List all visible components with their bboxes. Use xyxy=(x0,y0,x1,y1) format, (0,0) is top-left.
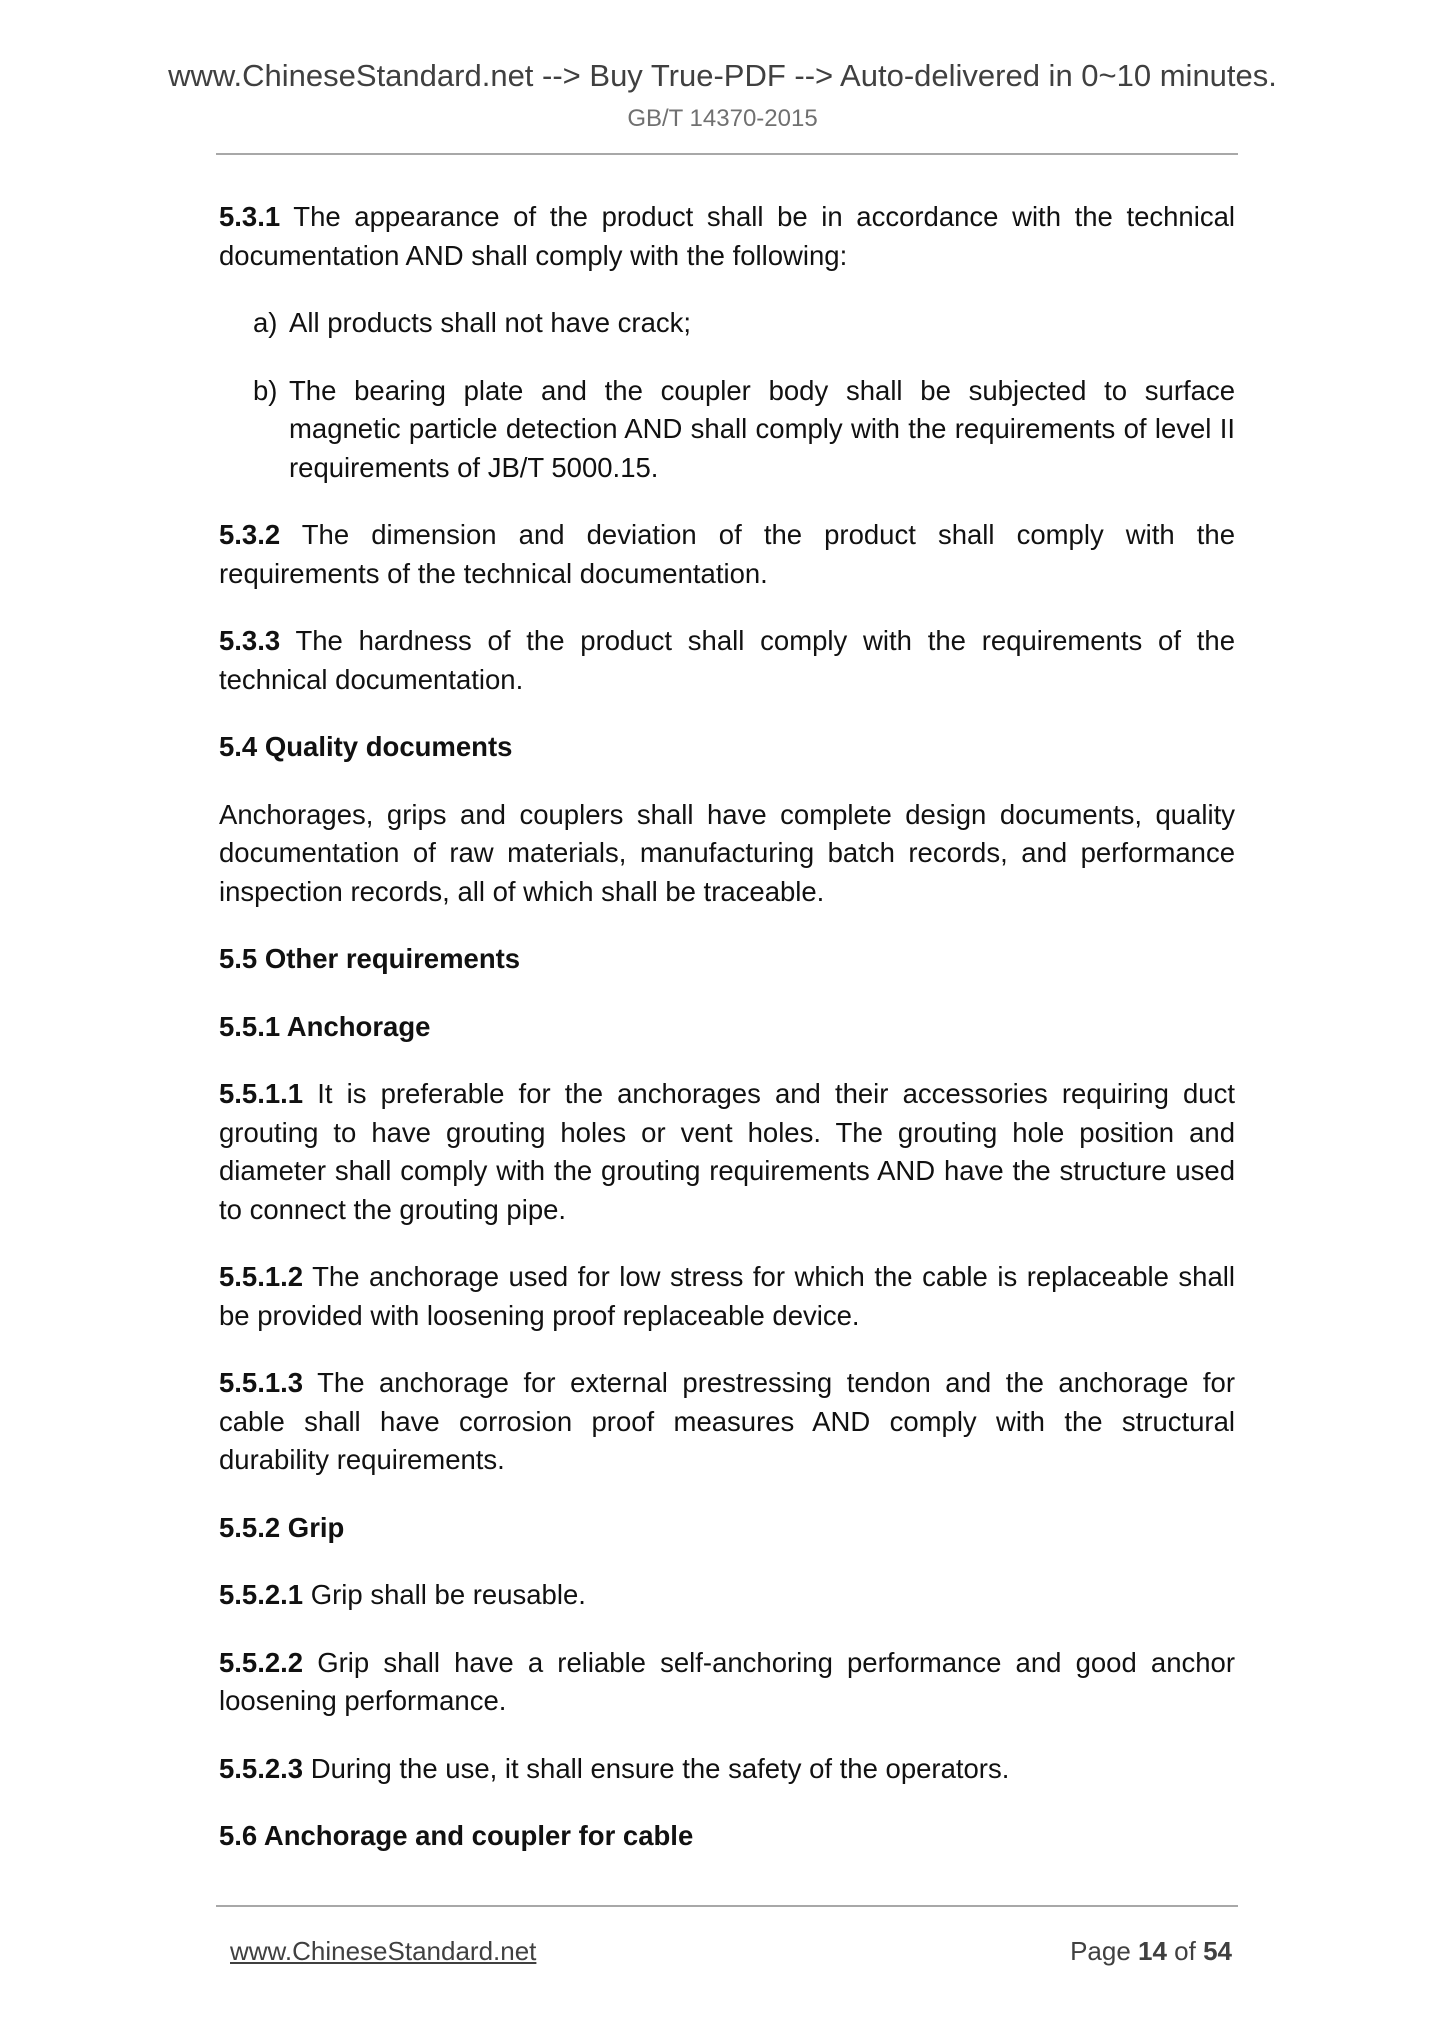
clause-text: The dimension and deviation of the product shall comply with the requirements of the technical documentation. xyxy=(219,519,1235,589)
list-item-a xyxy=(253,304,1235,343)
footer-divider xyxy=(216,1905,1238,1907)
clause-text: The appearance of the product shall be in accordance with the technical documentation AND shall comply with the following: xyxy=(219,201,1235,271)
list-item-b xyxy=(253,372,1235,488)
clause-5-3-1 xyxy=(219,198,1235,275)
clause-text: It is preferable for the anchorages and their accessories requiring duct grouting to have grouting holes or vent holes. The grouting hole position and diameter shall comply with the grouting requirements AND have the structure used to connect the grouting pipe. xyxy=(219,1078,1235,1225)
clause-number: 5.5.2.3 xyxy=(219,1752,304,1784)
list-text: The bearing plate and the coupler body shall be subjected to surface magnetic particle detection AND shall comply with the requirements of level II requirements of JB/T 5000.15. xyxy=(289,374,1235,483)
header-banner: www.ChineseStandard.net --> Buy True-PDF --> Auto-delivered in 0~10 minutes. xyxy=(168,58,1277,93)
clause-number: 5.5.1.3 xyxy=(219,1367,304,1398)
heading-5-4: 5.4 Quality documents xyxy=(219,731,513,762)
clause-5-3-2 xyxy=(219,516,1235,593)
clause-number: 5.3.1 xyxy=(219,201,281,232)
page-current: 14 xyxy=(1138,1936,1167,1966)
clause-number: 5.3.3 xyxy=(219,625,281,656)
footer-website-link[interactable]: www.ChineseStandard.net xyxy=(230,1936,537,1966)
clause-5-5-1-3 xyxy=(219,1364,1235,1480)
standard-code: GB/T 14370-2015 xyxy=(627,105,818,132)
clause-5-5-2-3 xyxy=(219,1750,1235,1789)
heading-5-6: 5.6 Anchorage and coupler for cable xyxy=(219,1820,694,1851)
list-label: a) xyxy=(253,307,278,338)
clause-5-5-2-2 xyxy=(219,1644,1235,1721)
page-prefix: Page xyxy=(1070,1936,1139,1966)
clause-number: 5.5.1.1 xyxy=(219,1078,304,1109)
clause-number: 5.5.2.1 xyxy=(219,1579,304,1610)
clause-5-5-1-1 xyxy=(219,1075,1235,1229)
list-text: All products shall not have crack; xyxy=(289,307,691,338)
document-body xyxy=(219,198,1235,1885)
clause-text: During the use, it shall ensure the safety of the operators. xyxy=(303,1752,1010,1784)
clause-5-4-text: Anchorages, grips and couplers shall have complete design documents, quality documentation of raw materials, manufacturing batch records, and performance inspection records, all of which shall be traceable. xyxy=(219,798,1235,907)
clause-5-5-1-2 xyxy=(219,1258,1235,1335)
clause-5-3-3 xyxy=(219,622,1235,699)
list-label: b) xyxy=(253,374,278,406)
page-indicator xyxy=(1070,1934,1232,1968)
heading-5-5: 5.5 Other requirements xyxy=(219,943,521,974)
clause-number: 5.3.2 xyxy=(219,519,281,550)
clause-text: The anchorage for external prestressing tendon and the anchorage for cable shall have corrosion proof measures AND comply with the structural durability requirements. xyxy=(219,1367,1235,1475)
clause-5-5-2-1 xyxy=(219,1576,1235,1615)
clause-text: Grip shall have a reliable self-anchoring performance and good anchor loosening performance. xyxy=(219,1646,1235,1716)
clause-text: The anchorage used for low stress for which the cable is replaceable shall be provided with loosening proof replaceable device. xyxy=(219,1261,1235,1331)
heading-5-5-2: 5.5.2 Grip xyxy=(219,1511,345,1543)
clause-number: 5.5.1.2 xyxy=(219,1261,304,1292)
clause-number: 5.5.2.2 xyxy=(219,1646,304,1678)
page-of: of xyxy=(1166,1936,1204,1966)
header-divider xyxy=(216,153,1238,155)
clause-text: The hardness of the product shall comply with the requirements of the technical documentation. xyxy=(219,625,1235,695)
heading-5-5-1: 5.5.1 Anchorage xyxy=(219,1010,431,1042)
clause-text: Grip shall be reusable. xyxy=(303,1579,586,1610)
page-total: 54 xyxy=(1203,1936,1232,1966)
